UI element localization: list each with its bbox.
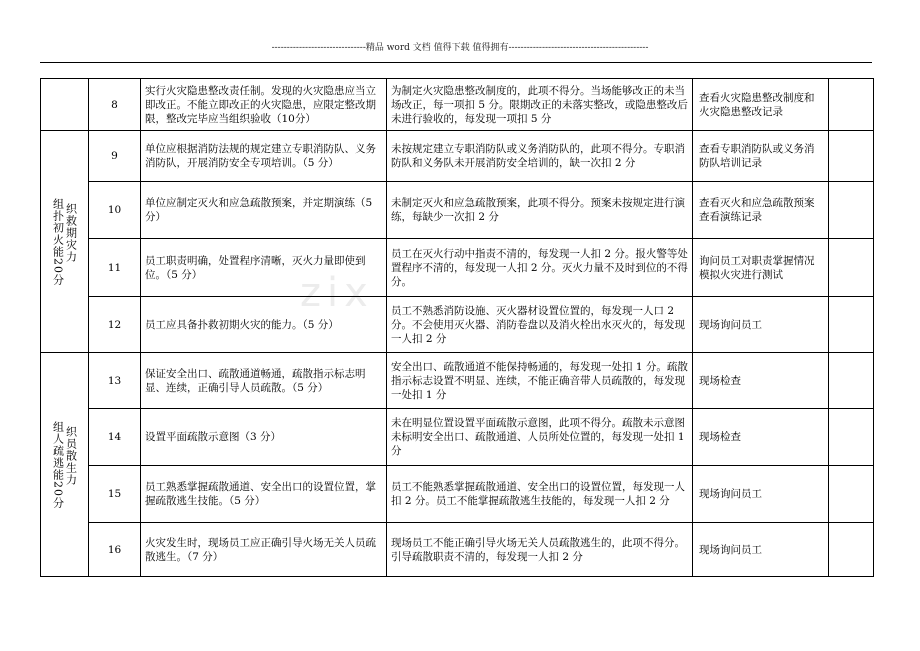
category-fire-fighting — [41, 131, 89, 353]
row-criteria: 未制定灭火和应急疏散预案，此项不得分。预案未按规定进行演练，每缺少一次扣 2 分 — [387, 182, 693, 239]
row-number: 14 — [89, 409, 141, 466]
row-criteria: 现场员工不能正确引导火场无关人员疏散逃生的，此项不得分。引导疏散职责不清的，每发现一人扣 2 分 — [387, 523, 693, 577]
document-header: -------------------------------精品 word 文档 值得下载 值得拥有---------------------------------------------- — [271, 43, 649, 53]
row-criteria: 员工不熟悉消防设施、灭火器材设置位置的，每发现一人口 2 分。不会使用灭火器、消防卷盘以及消火栓出水灭火的，每发现一人扣 2 分 — [387, 297, 693, 353]
row-criteria: 员工不能熟悉掌握疏散通道、安全出口的设置位置，每发现一人扣 2 分。员工不能掌握疏散逃生技能的，每发现一人扣 2 分 — [387, 466, 693, 523]
table-row — [41, 79, 874, 131]
category-left-text: 组人疏逃能20分 — [51, 420, 65, 509]
row-content: 火灾发生时，现场员工应正确引导火场无关人员疏散逃生。（7 分） — [141, 523, 387, 577]
category-evacuation — [41, 353, 89, 577]
watermark: zix — [300, 270, 374, 316]
table-row — [41, 409, 874, 466]
table-row — [41, 466, 874, 523]
score-cell — [829, 353, 874, 409]
score-cell — [829, 466, 874, 523]
row-content: 员工职责明确，处置程序清晰，灭火力量即使到位。（5 分） — [141, 239, 387, 297]
score-cell — [829, 131, 874, 182]
row-criteria: 为制定火灾隐患整改制度的，此项不得分。当场能够改正的未当场改正，每一项扣 5 分。限期改正的未落实整改，或隐患整改后未进行验收的，每发现一项扣 5 分 — [387, 79, 693, 131]
row-number: 10 — [89, 182, 141, 239]
header-rule — [40, 62, 872, 63]
score-cell — [829, 239, 874, 297]
table-row — [41, 297, 874, 353]
row-basis: 现场询问员工 — [693, 297, 829, 353]
row-content: 实行火灾隐患整改责任制。发现的火灾隐患应当立即改正。不能立即改正的火灾隐患，应限定整改期限，整改完毕应当组织验收（10分） — [141, 79, 387, 131]
category-left-text: 组扑初火能20分 — [51, 197, 65, 286]
category-right-text: 织救期灾力 — [64, 202, 78, 263]
table-row — [41, 523, 874, 577]
row-basis: 询问员工对职责掌握情况 模拟火灾进行测试 — [693, 239, 829, 297]
table-row — [41, 353, 874, 409]
score-cell — [829, 79, 874, 131]
row-number: 13 — [89, 353, 141, 409]
score-cell — [829, 297, 874, 353]
row-basis: 查看火灾隐患整改制度和火灾隐患整改记录 — [693, 79, 829, 131]
fire-safety-assessment-table — [40, 78, 874, 577]
row-criteria: 未按规定建立专职消防队或义务消防队的，此项不得分。专职消防队和义务队未开展消防安全培训的，缺一次扣 2 分 — [387, 131, 693, 182]
row-basis: 查看专职消防队或义务消防队培训记录 — [693, 131, 829, 182]
category-right-text: 织员散生力 — [64, 425, 78, 486]
row-content: 单位应根据消防法规的规定建立专职消防队、义务消防队，开展消防安全专项培训。（5 分） — [141, 131, 387, 182]
row-number: 8 — [89, 79, 141, 131]
row-basis: 现场询问员工 — [693, 523, 829, 577]
table-row — [41, 182, 874, 239]
row-content: 员工应具备扑救初期火灾的能力。（5 分） — [141, 297, 387, 353]
row-content: 员工熟悉掌握疏散通道、安全出口的设置位置，掌握疏散逃生技能。（5 分） — [141, 466, 387, 523]
row-criteria: 员工在灭火行动中指责不清的，每发现一人扣 2 分。报火警等处置程序不清的，每发现一人扣 2 分。灭火力量不及时到位的不得分。 — [387, 239, 693, 297]
row-number: 12 — [89, 297, 141, 353]
row-basis: 现场检查 — [693, 409, 829, 466]
row-content: 单位应制定灭火和应急疏散预案，并定期演练（5 分） — [141, 182, 387, 239]
row-basis: 现场询问员工 — [693, 466, 829, 523]
row-criteria: 安全出口、疏散通道不能保持畅通的，每发现一处扣 1 分。疏散指示标志设置不明显、连续，不能正确音带人员疏散的，每发现一处扣 1 分 — [387, 353, 693, 409]
row-number: 16 — [89, 523, 141, 577]
table-row — [41, 131, 874, 182]
score-cell — [829, 523, 874, 577]
table-row — [41, 239, 874, 297]
row-basis: 查看灭火和应急疏散预案 查看演练记录 — [693, 182, 829, 239]
row-basis: 现场检查 — [693, 353, 829, 409]
score-cell — [829, 409, 874, 466]
row-number: 9 — [89, 131, 141, 182]
row-criteria: 未在明显位置设置平面疏散示意图，此项不得分。疏散未示意图未标明安全出口、疏散通道、人员所处位置的，每发现一处扣 1 分 — [387, 409, 693, 466]
row-number: 11 — [89, 239, 141, 297]
row-content: 保证安全出口、疏散通道畅通，疏散指示标志明显、连续，正确引导人员疏散。（5 分） — [141, 353, 387, 409]
row-number: 15 — [89, 466, 141, 523]
score-cell — [829, 182, 874, 239]
row-content: 设置平面疏散示意图（3 分） — [141, 409, 387, 466]
category-cell-empty — [41, 79, 89, 131]
